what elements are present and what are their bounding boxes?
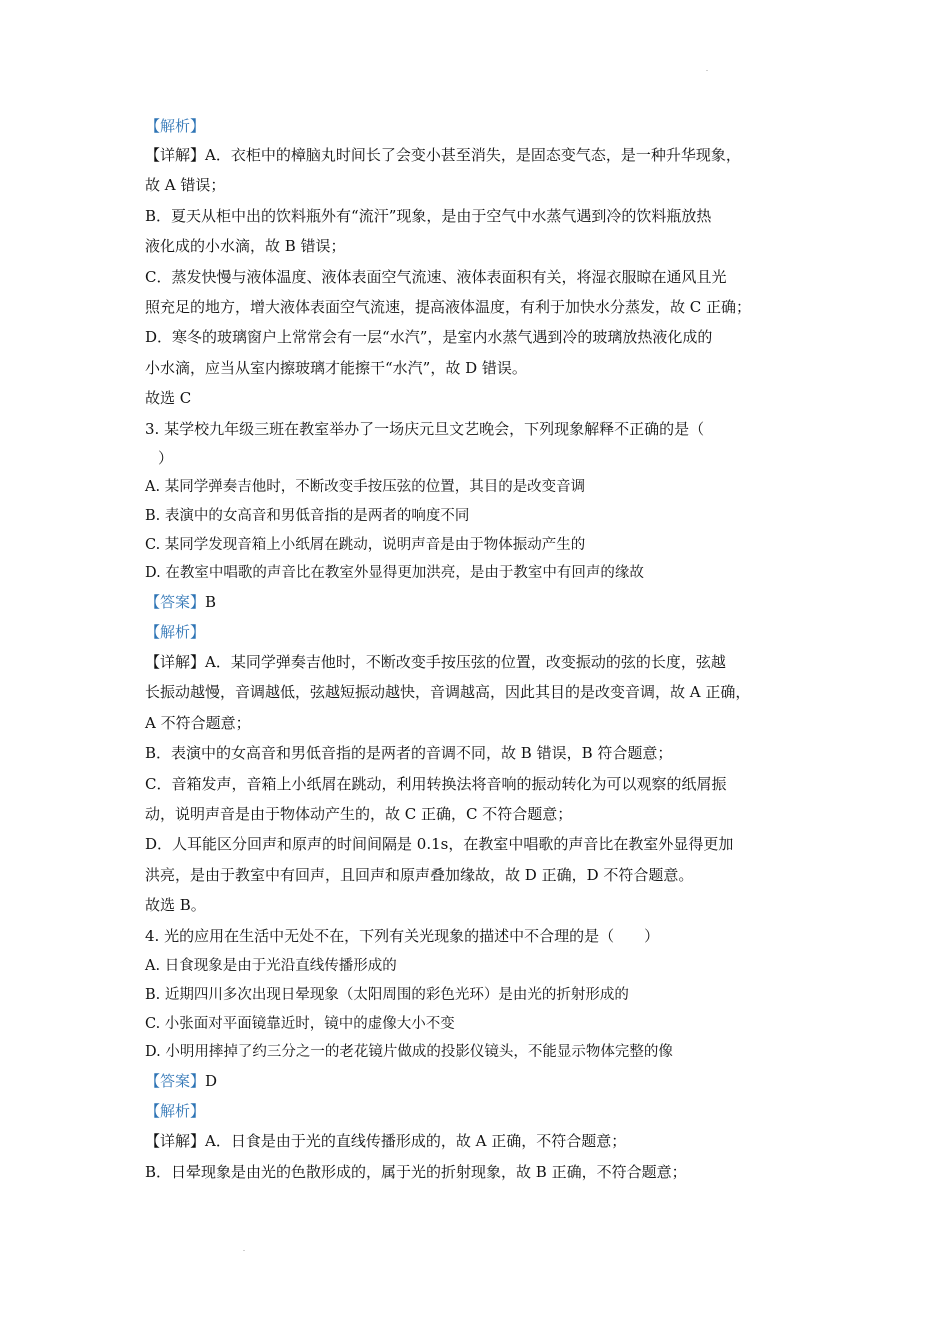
- q2-detail-line-2: 故 A 错误；: [145, 176, 226, 194]
- q3-conclusion: 故选 B。: [145, 896, 206, 914]
- q3-detail-line-3: A 不符合题意；: [145, 714, 251, 732]
- q4-answer-value: D: [205, 1072, 218, 1090]
- analysis-tag: 【解析】: [145, 1102, 206, 1120]
- q3-detail-text: A．某同学弹奏吉他时，不断改变手按压弦的位置，改变振动的弦的长度，弦越: [205, 653, 726, 671]
- q4-option-c: C. 小张面对平面镜靠近时，镜中的虚像大小不变: [145, 1016, 455, 1032]
- q3-detail-line-8: 洪亮，是由于教室中有回声，且回声和原声叠加缘故，故 D 正确，D 不符合题意。: [145, 866, 694, 884]
- q4-option-b: B. 近期四川多次出现日晕现象（太阳周围的彩色光环）是由光的折射形成的: [145, 987, 629, 1003]
- analysis-tag: 【解析】: [145, 623, 206, 641]
- q2-detail-line-1: [145, 145, 741, 165]
- q3-detail-line-2: 长振动越慢，音调越低，弦越短振动越快，音调越高，因此其目的是改变音调，故 A 正确，: [145, 683, 751, 701]
- q3-detail-line-7: D．人耳能区分回声和原声的时间间隔是 0.1s，在教室中唱歌的声音比在教室外显得更加: [145, 835, 734, 853]
- q3-stem-line-1: 3. 某学校九年级三班在教室举办了一场庆元旦文艺晚会，下列现象解释不正确的是（: [145, 420, 705, 438]
- q3-stem-line-2: ）: [158, 449, 174, 467]
- q3-answer-line: [145, 592, 216, 612]
- q3-option-b: B. 表演中的女高音和男低音指的是两者的响度不同: [145, 508, 470, 524]
- q2-detail-line-4: 液化成的小水滴，故 B 错误；: [145, 237, 346, 255]
- analysis-tag: 【解析】: [145, 117, 206, 135]
- page-mark-bottom: [243, 1250, 245, 1251]
- q2-detail-line-8: 小水滴，应当从室内擦玻璃才能擦干“水汽”，故 D 错误。: [145, 359, 527, 377]
- q3-option-c: C. 某同学发现音箱上小纸屑在跳动，说明声音是由于物体振动产生的: [145, 537, 586, 553]
- q2-detail-text: A．衣柜中的樟脑丸时间长了会变小甚至消失，是固态变气态，是一种升华现象，: [205, 146, 741, 164]
- q4-analysis-tag-line: [145, 1101, 205, 1121]
- q4-detail-line-2: B．日晕现象是由光的色散形成的，属于光的折射现象，故 B 正确，不符合题意；: [145, 1163, 687, 1181]
- q4-option-a: A. 日食现象是由于光沿直线传播形成的: [145, 958, 397, 974]
- q2-detail-line-6: 照充足的地方，增大液体表面空气流速，提高液体温度，有利于加快水分蒸发，故 C 正确；: [145, 298, 752, 316]
- q2-detail-line-3: B．夏天从柜中出的饮料瓶外有“流汗”现象，是由于空气中水蒸气遇到冷的饮料瓶放热: [145, 207, 712, 225]
- q3-analysis-tag-line: [145, 622, 205, 642]
- q3-option-a: A. 某同学弹奏吉他时，不断改变手按压弦的位置，其目的是改变音调: [145, 479, 586, 495]
- detail-tag: 【详解】: [145, 653, 206, 671]
- detail-tag: 【详解】: [145, 146, 206, 164]
- q2-conclusion: 故选 C: [145, 389, 192, 407]
- q4-answer-line: [145, 1071, 217, 1091]
- q2-detail-line-7: D．寒冬的玻璃窗户上常常会有一层“水汽”，是室内水蒸气遇到冷的玻璃放热液化成的: [145, 328, 713, 346]
- q3-detail-line-4: B．表演中的女高音和男低音指的是两者的音调不同，故 B 错误，B 符合题意；: [145, 744, 673, 762]
- q4-option-d: D. 小明用摔掉了约三分之一的老花镜片做成的投影仪镜头，不能显示物体完整的像: [145, 1044, 673, 1060]
- q2-analysis-tag: [145, 116, 205, 136]
- answer-tag: 【答案】: [145, 1072, 206, 1090]
- answer-tag: 【答案】: [145, 593, 206, 611]
- q2-detail-line-5: C．蒸发快慢与液体温度、液体表面空气流速、液体表面积有关，将湿衣服晾在通风且光: [145, 268, 727, 286]
- detail-tag: 【详解】: [145, 1132, 206, 1150]
- q4-detail-line-1: [145, 1131, 626, 1151]
- q3-detail-line-1: [145, 652, 726, 672]
- q3-detail-line-6: 动，说明声音是由于物体动产生的，故 C 正确，C 不符合题意；: [145, 805, 573, 823]
- q3-detail-line-5: C．音箱发声，音箱上小纸屑在跳动，利用转换法将音响的振动转化为可以观察的纸屑振: [145, 775, 727, 793]
- q3-option-d: D. 在教室中唱歌的声音比在教室外显得更加洪亮，是由于教室中有回声的缘故: [145, 565, 644, 581]
- q4-stem: 4. 光的应用在生活中无处不在，下列有关光现象的描述中不合理的是（ ）: [145, 927, 660, 945]
- q3-answer-value: B: [205, 593, 217, 611]
- q4-detail-text: A．日食是由于光的直线传播形成的，故 A 正确，不符合题意；: [205, 1132, 627, 1150]
- page-mark-top: [706, 70, 708, 71]
